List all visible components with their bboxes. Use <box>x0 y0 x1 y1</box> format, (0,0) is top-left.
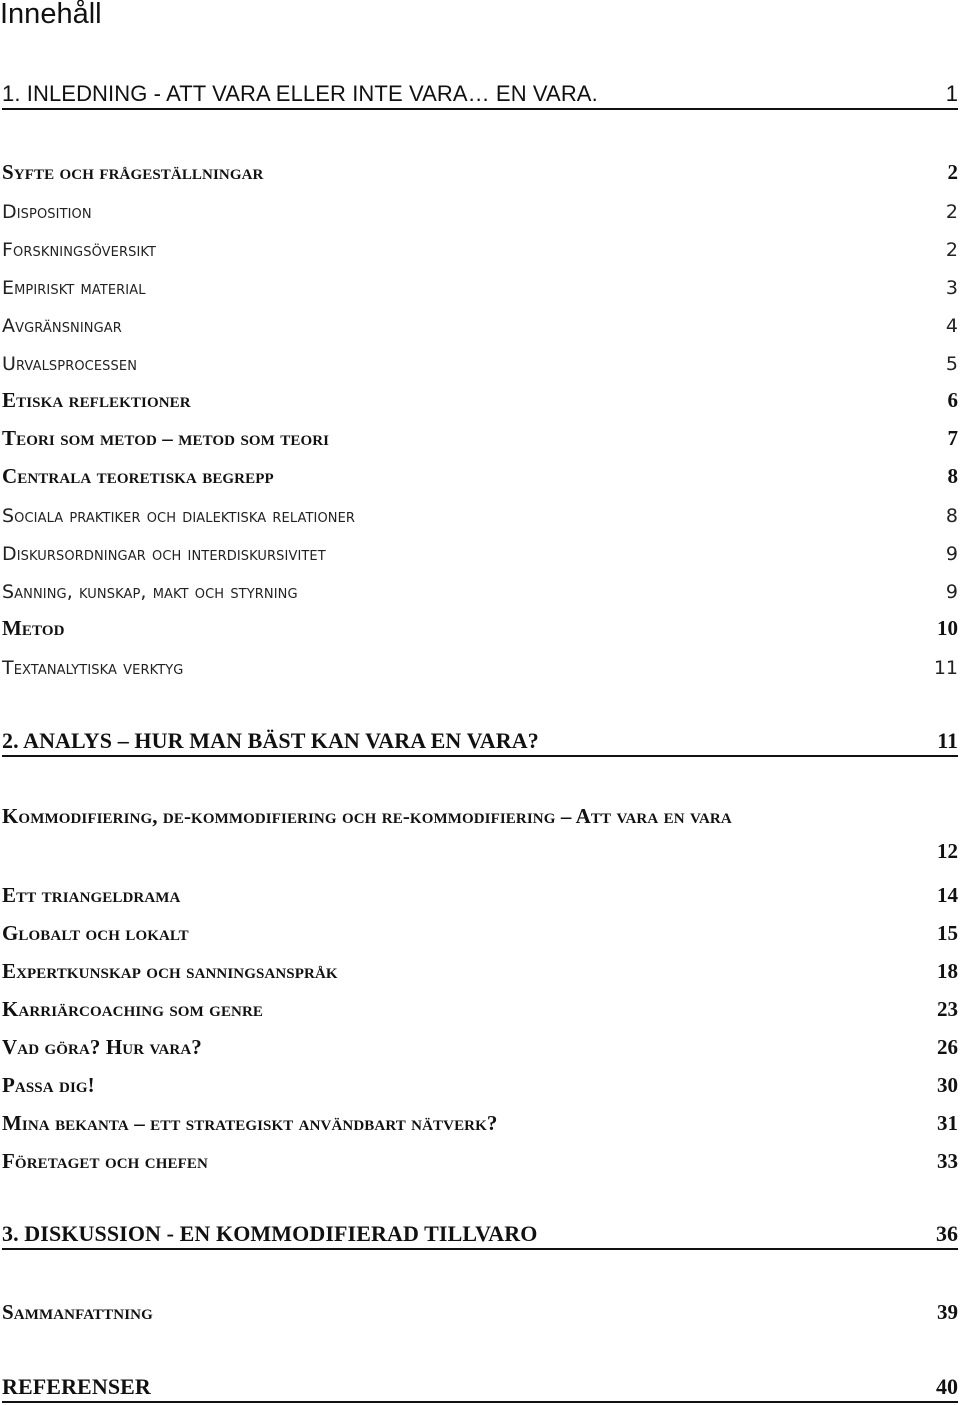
toc-entry-page: 3 <box>945 277 958 299</box>
toc-entry-label: REFERENSER <box>2 1374 151 1399</box>
toc-entry-page: 15 <box>937 921 958 945</box>
toc-entry-urvalsprocessen[interactable] <box>2 347 958 377</box>
toc-entry-page: 5 <box>945 353 958 375</box>
toc-entry-sociala-praktiker[interactable] <box>2 499 958 529</box>
toc-entry-page: 9 <box>945 543 958 565</box>
toc-entry-page: 2 <box>945 239 958 261</box>
toc-entry-page: 23 <box>937 997 958 1021</box>
toc-entry-sammanfattning[interactable] <box>2 1297 958 1327</box>
toc-entry-label: Teori som metod – metod som teori <box>2 426 330 450</box>
toc-entry-page: 9 <box>945 581 958 603</box>
toc-entry-page: 1 <box>945 81 958 106</box>
toc-entry-syfte[interactable] <box>2 157 958 187</box>
toc-entry-page: 14 <box>937 883 958 907</box>
toc-entry-page: 18 <box>937 959 958 983</box>
toc-entry-page: 8 <box>945 505 958 527</box>
toc-entry-passa-dig[interactable] <box>2 1070 958 1100</box>
toc-entry-label: Disposition <box>2 201 92 223</box>
toc-entry-chapter-1[interactable] <box>2 80 958 110</box>
toc-entry-page: 40 <box>936 1374 958 1399</box>
toc-entry-label: Diskursordningar och interdiskursivitet <box>2 543 326 565</box>
toc-entry-page: 30 <box>937 1073 958 1097</box>
toc-entry-karriarcoaching[interactable] <box>2 994 958 1024</box>
toc-entry-mina-bekanta[interactable] <box>2 1108 958 1138</box>
toc-entry-label: Urvalsprocessen <box>2 353 138 375</box>
toc-entry-page: 8 <box>947 464 958 488</box>
toc-entry-label: Metod <box>2 616 65 640</box>
toc-entry-page: 4 <box>945 315 958 337</box>
toc-entry-label: Textanalytiska verktyg <box>2 657 184 679</box>
toc-entry-metod[interactable] <box>2 613 958 643</box>
toc-entry-page: 10 <box>937 616 958 640</box>
toc-entry-label: Sammanfattning <box>2 1300 153 1324</box>
toc-entry-empiriskt-material[interactable] <box>2 271 958 301</box>
toc-entry-centrala-begrepp[interactable] <box>2 461 958 491</box>
toc-entry-page: 33 <box>937 1149 958 1173</box>
toc-entry-page: 31 <box>937 1111 958 1135</box>
toc-entry-page: 2 <box>945 201 958 223</box>
toc-entry-label: Karriärcoaching som genre <box>2 997 264 1021</box>
toc-entry-label: Sociala praktiker och dialektiska relationer <box>2 505 356 527</box>
toc-entry-diskursordningar[interactable] <box>2 537 958 567</box>
toc-entry-label: Centrala teoretiska begrepp <box>2 464 274 488</box>
toc-entry-page: 7 <box>947 426 958 450</box>
toc-entry-page: 6 <box>947 388 958 412</box>
toc-entry-label: Forskningsöversikt <box>2 239 157 261</box>
toc-entry-triangeldrama[interactable] <box>2 880 958 910</box>
toc-entry-label: Globalt och lokalt <box>2 921 189 945</box>
toc-entry-expertkunskap[interactable] <box>2 956 958 986</box>
toc-entry-forskningsoversikt[interactable] <box>2 233 958 263</box>
toc-entry-label: Avgränsningar <box>2 315 122 337</box>
toc-entry-vad-gora[interactable] <box>2 1032 958 1062</box>
toc-entry-page: 11 <box>933 657 958 679</box>
toc-entry-label: Kommodifiering, de-kommodifiering och re-kommodifiering – Att vara en vara <box>2 804 732 828</box>
toc-entry-kommodifiering[interactable] <box>2 804 958 866</box>
toc-entry-chapter-2[interactable] <box>2 727 958 757</box>
toc-entry-avgransningar[interactable] <box>2 309 958 339</box>
toc-entry-label: Etiska reflektioner <box>2 388 191 412</box>
toc-entry-page: 12 <box>937 839 958 863</box>
toc-entry-page: 39 <box>937 1300 958 1324</box>
toc-entry-label: 2. ANALYS – HUR MAN BÄST KAN VARA EN VARA? <box>2 728 539 753</box>
toc-entry-foretaget-chefen[interactable] <box>2 1146 958 1176</box>
toc-entry-sanning-kunskap[interactable] <box>2 575 958 605</box>
toc-entry-label: Empiriskt material <box>2 277 146 299</box>
toc-entry-chapter-3[interactable] <box>2 1220 958 1250</box>
toc-entry-teori-som-metod[interactable] <box>2 423 958 453</box>
toc-entry-disposition[interactable] <box>2 195 958 225</box>
toc-entry-page: 36 <box>936 1221 958 1246</box>
toc-entry-textanalytiska-verktyg[interactable] <box>2 651 958 681</box>
page-title: Innehåll <box>0 0 102 30</box>
toc-entry-label: Företaget och chefen <box>2 1149 208 1173</box>
toc-entry-label: Syfte och frågeställningar <box>2 160 264 184</box>
toc-entry-label: Expertkunskap och sanningsanspråk <box>2 959 338 983</box>
toc-entry-page: 26 <box>937 1035 958 1059</box>
toc-entry-label: Vad göra? Hur vara? <box>2 1035 202 1059</box>
toc-entry-globalt-lokalt[interactable] <box>2 918 958 948</box>
toc-entry-label: 3. DISKUSSION - EN KOMMODIFIERAD TILLVARO <box>2 1221 538 1246</box>
toc-entry-label: Sanning, kunskap, makt och styrning <box>2 581 298 603</box>
toc-entry-label: 1. INLEDNING - ATT VARA ELLER INTE VARA… EN VARA. <box>2 81 598 106</box>
toc-entry-page: 2 <box>947 160 958 184</box>
toc-entry-label: Ett triangeldrama <box>2 883 181 907</box>
toc-entry-etiska-reflektioner[interactable] <box>2 385 958 415</box>
toc-entry-referenser[interactable] <box>2 1373 958 1403</box>
toc-entry-page: 11 <box>937 728 958 753</box>
toc-entry-label: Mina bekanta – ett strategiskt användbart nätverk? <box>2 1111 498 1135</box>
toc-entry-label: Passa dig! <box>2 1073 95 1097</box>
